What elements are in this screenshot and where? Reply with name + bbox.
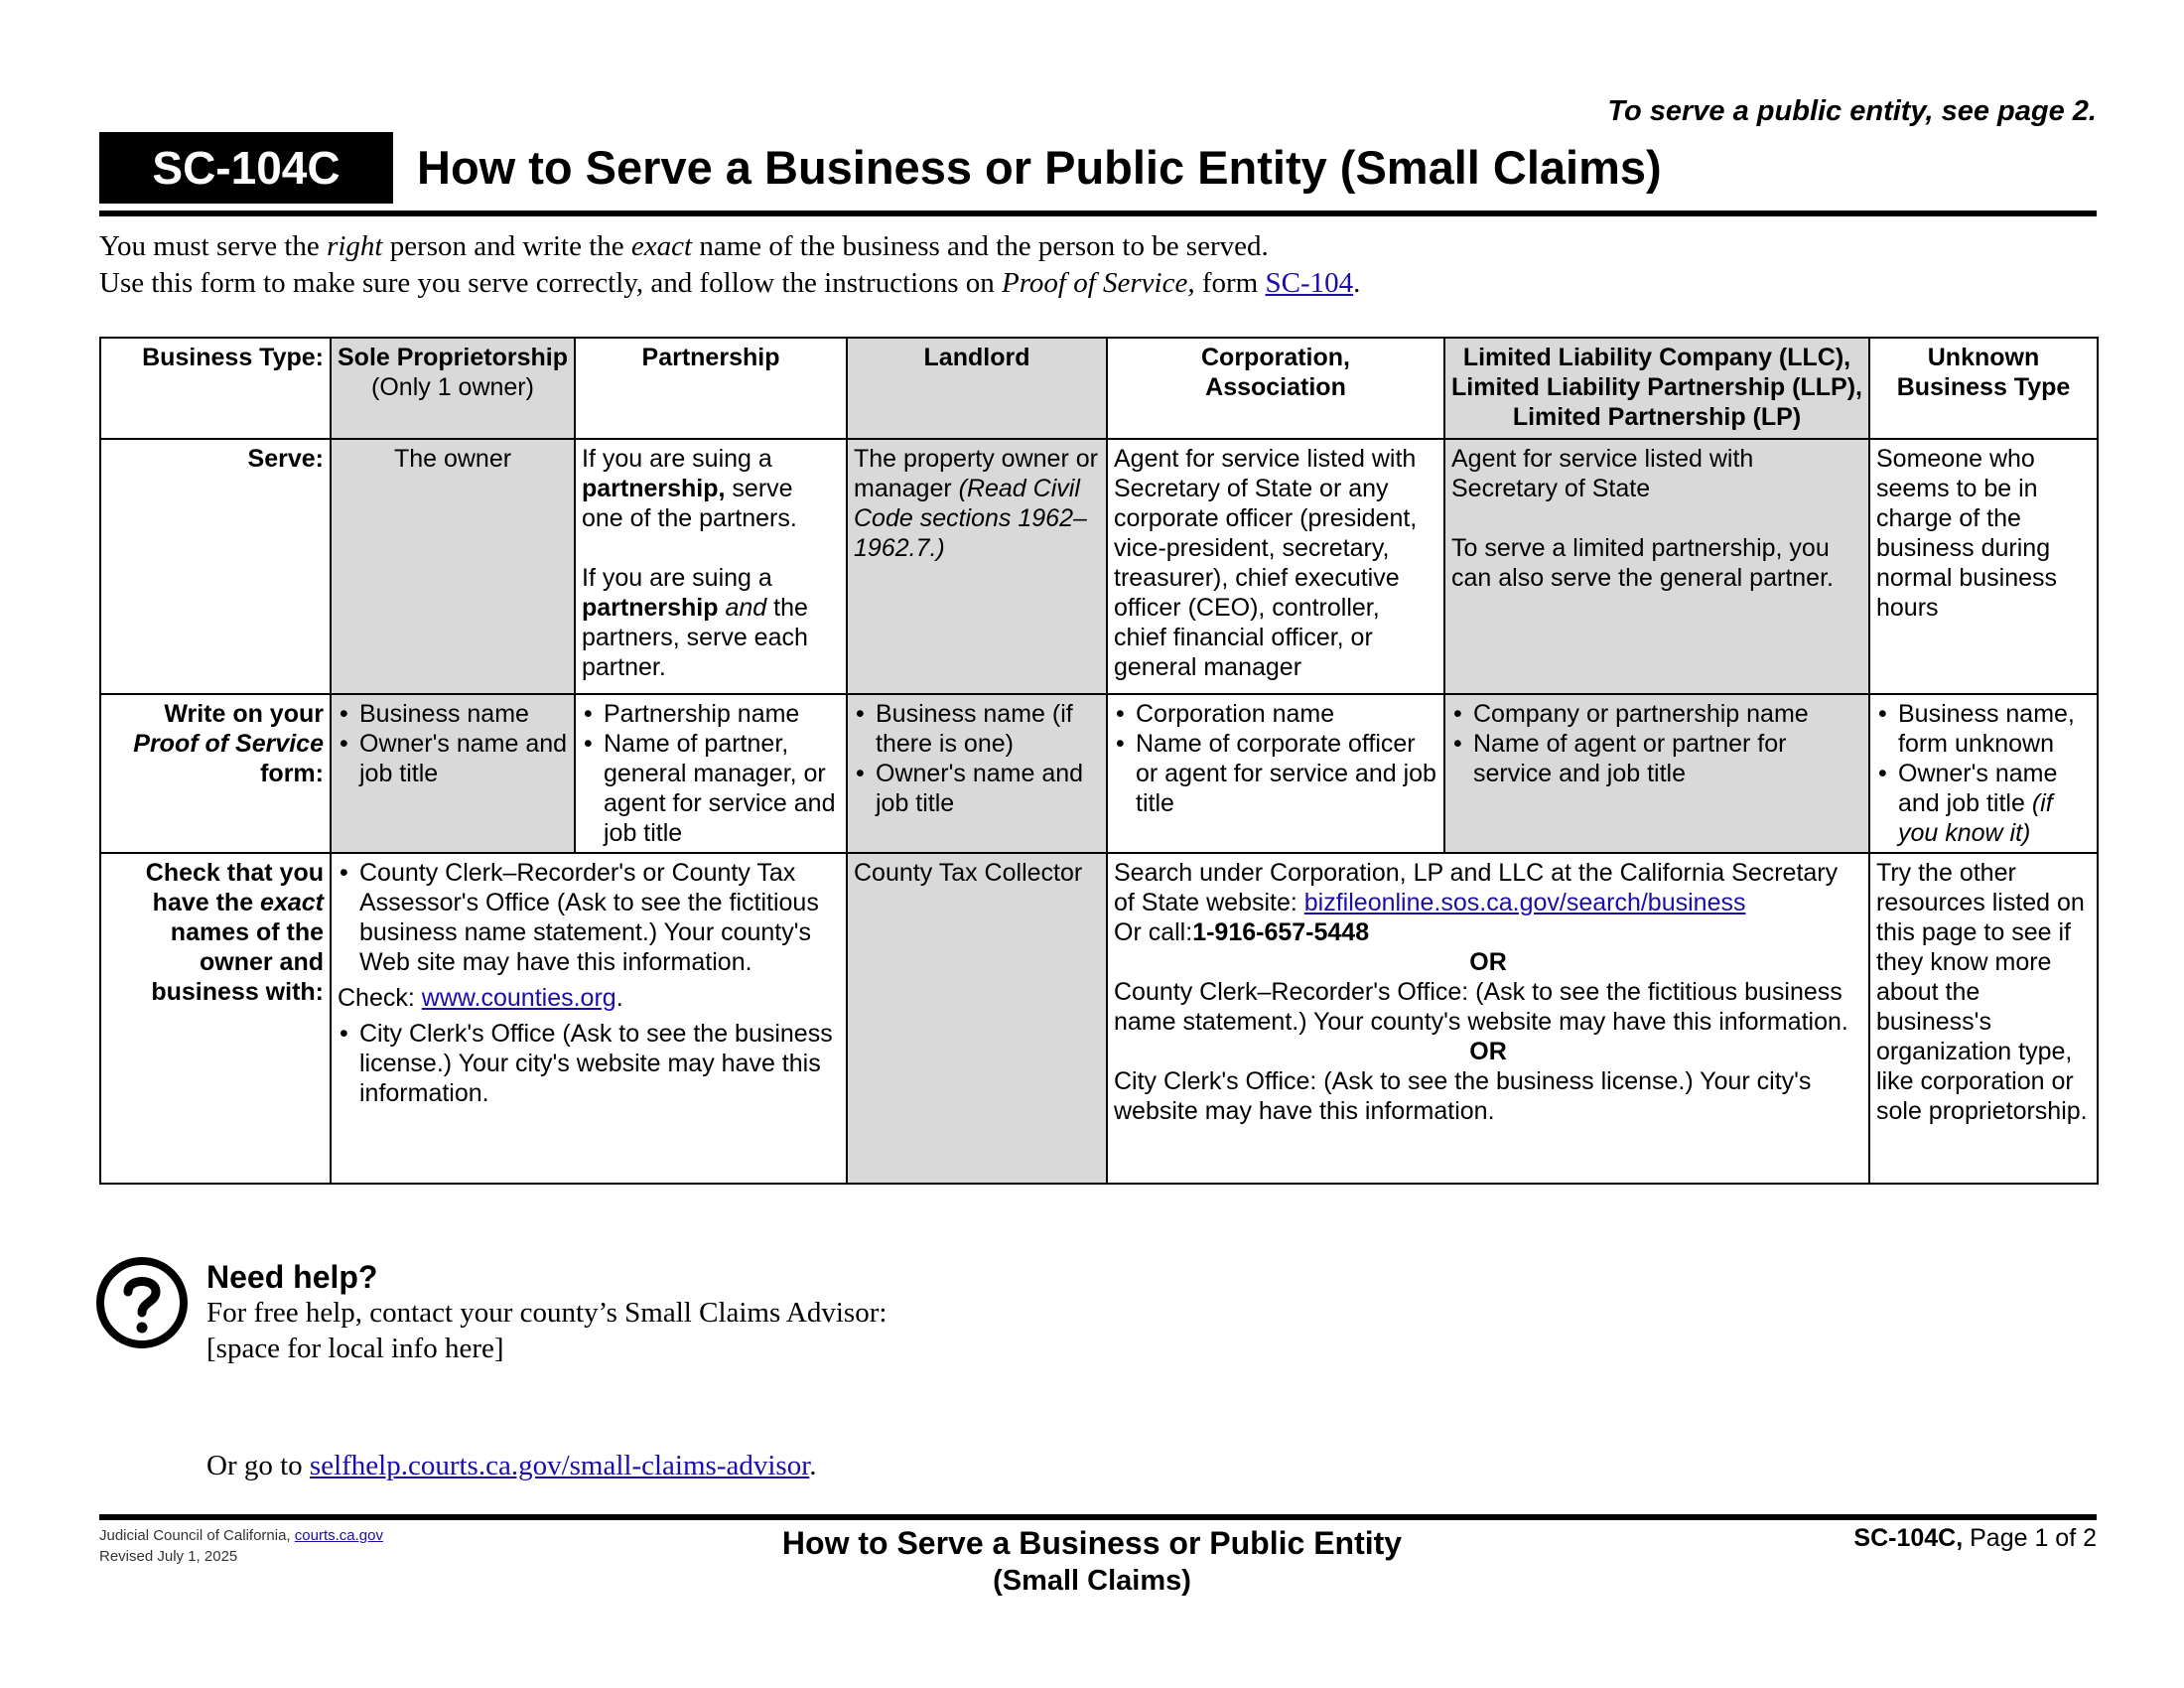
courts-link[interactable]: courts.ca.gov [294,1527,383,1544]
small-claims-advisor-link[interactable]: selfhelp.courts.ca.gov/small-claims-advisor [309,1450,810,1481]
write-corporation [1107,694,1444,853]
list-item: • Name of agent or partner for service and job title [1473,729,1862,788]
list-item: • City Clerk's Office (Ask to see the business license.) Your city's website may have this information. [359,1019,840,1108]
row-label-write: Write on your Proof of Service form: [100,694,331,853]
table-row-business-type [100,338,2098,439]
list-item: • Partnership name [604,699,840,729]
col-header-partnership: Partnership [575,338,847,439]
row-label-serve: Serve: [100,439,331,694]
intro-line-1: You must serve the right person and write the exact name of the business and the person to be served. [99,230,1269,262]
title-divider [99,211,2097,216]
serve-unknown: Someone who seems to be in charge of the business during normal business hours [1869,439,2098,694]
col-header-unknown: Unknown Business Type [1869,338,2098,439]
list-item: • Owner's name and job title [876,759,1100,818]
counties-link[interactable]: www.counties.org [421,984,616,1012]
intro-line-2: Use this form to make sure you serve correctly, and follow the instructions on Proof of Service, form SC-104. [99,267,1361,299]
business-service-table [99,337,2099,1185]
footer-title: How to Serve a Business or Public Entity (Small Claims) [781,1525,1403,1597]
write-llc [1444,694,1869,853]
row-label-business-type: Business Type: [100,338,331,439]
serve-sole: The owner [331,439,575,694]
help-body: For free help, contact your county’s Small Claims Advisor: [space for local info here] [206,1297,887,1364]
sc-104-link[interactable]: SC-104 [1265,267,1354,299]
serve-llc: Agent for service listed with Secretary of State To serve a limited partnership, you can also serve the general partner. [1444,439,1869,694]
question-circle-icon [95,1256,189,1349]
footer-council: Judicial Council of California, courts.ca.gov Revised July 1, 2025 [99,1527,383,1565]
col-header-corporation: Corporation, Association [1107,338,1444,439]
check-sole-partnership: • County Clerk–Recorder's or County Tax Assessor's Office (Ask to see the fictitious business name statement.) Your county's Web site may have this information. Check: www.counties.org. • City Clerk's Office (Ask to see the business license.) Your city's website may have this information. [331,853,847,1184]
list-item: • Business name (if there is one) [876,699,1100,759]
list-item: • Business name [359,699,568,729]
row-label-check: Check that you have the exact names of the owner and business with: [100,853,331,1184]
list-item: • Name of partner, general manager, or agent for service and job title [604,729,840,848]
serve-landlord: The property owner or manager (Read Civil Code sections 1962–1962.7.) [847,439,1107,694]
table-row-serve [100,439,2098,694]
list-item: • Owner's name and job title [359,729,568,788]
list-item: • Company or partnership name [1473,699,1862,729]
list-item: • Corporation name [1136,699,1437,729]
form-number-badge: SC-104C [99,132,393,204]
write-landlord [847,694,1107,853]
list-item: • County Clerk–Recorder's or County Tax Assessor's Office (Ask to see the fictitious business name statement.) Your county's Web site may have this information. [359,858,840,977]
col-header-llc: Limited Liability Company (LLC), Limited Liability Partnership (LLP), Limited Partnership (LP) [1444,338,1869,439]
list-item: • Business name, form unknown [1898,699,2091,759]
write-unknown [1869,694,2098,853]
write-partnership [575,694,847,853]
help-title: Need help? [206,1259,378,1295]
table-row-write [100,694,2098,853]
intro-text [99,228,1360,302]
col-header-landlord: Landlord [847,338,1107,439]
page-title: How to Serve a Business or Public Entity (Small Claims) [417,141,1662,194]
footer-divider [99,1514,2097,1520]
check-landlord: County Tax Collector [847,853,1107,1184]
table-row-check [100,853,2098,1184]
check-corporation-llc: Search under Corporation, LP and LLC at the California Secretary of State website: bizfileonline.sos.ca.gov/search/business Or call:1-916-657-5448 OR County Clerk–Recorder's Office: (Ask to see the fictitious business name statement.) Your county's website may have this information. OR City Clerk's Office: (Ask to see the business license.) Your city's website may have this information. [1107,853,1869,1184]
footer-page-number: SC-104C, Page 1 of 2 [1853,1524,2097,1552]
bizfile-link[interactable]: bizfileonline.sos.ca.gov/search/business [1303,889,1746,916]
col-header-sole: Sole Proprietorship (Only 1 owner) [331,338,575,439]
list-item: • Name of corporate officer or agent for service and job title [1136,729,1437,818]
serve-corporation: Agent for service listed with Secretary of State or any corporate officer (president, vice-president, secretary, treasurer), chief executive officer (CEO), controller, chief financial officer, or general manager [1107,439,1444,694]
check-unknown: Try the other resources listed on this page to see if they know more about the business's organization type, like corporation or sole proprietorship. [1869,853,2098,1184]
serve-partnership: If you are suing a partnership, serve one of the partners. If you are suing a partnership and the partners, serve each partner. [575,439,847,694]
help-link-line: Or go to selfhelp.courts.ca.gov/small-claims-advisor. [206,1450,817,1481]
top-note: To serve a public entity, see page 2. [1607,95,2097,127]
list-item: • Owner's name and job title (if you know it) [1898,759,2091,848]
write-sole [331,694,575,853]
